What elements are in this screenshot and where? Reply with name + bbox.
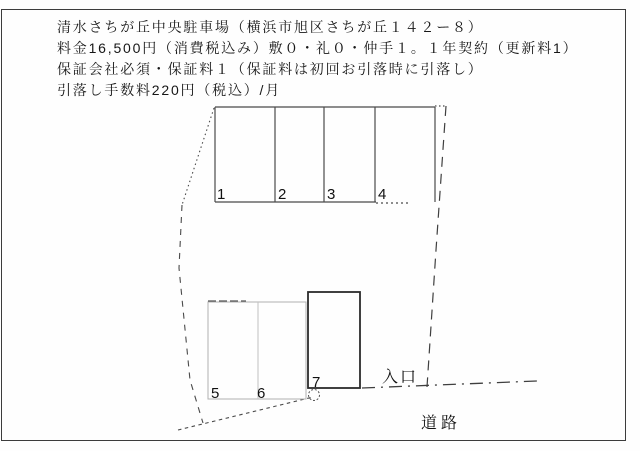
notice-line-title: 清水さちが丘中央駐車場（横浜市旭区さちが丘１４２ー８） bbox=[57, 19, 484, 35]
stall-number-7: 7 bbox=[312, 374, 321, 391]
entrance-marker-circle bbox=[309, 390, 320, 401]
road-label: 道路 bbox=[421, 415, 462, 432]
boundary-bottom bbox=[178, 397, 313, 430]
notice-line-handling-fee: 引落し手数料220円（税込）/月 bbox=[57, 82, 282, 98]
stall-number-1: 1 bbox=[217, 186, 226, 203]
stall-number-2: 2 bbox=[278, 186, 287, 203]
boundary-left-lower bbox=[179, 205, 203, 423]
boundary-left-upper bbox=[182, 108, 214, 205]
stall-number-3: 3 bbox=[327, 186, 336, 203]
notice-line-fee: 料金16,500円（消費税込み）敷０・礼０・仲手１。１年契約（更新料1） bbox=[57, 40, 579, 56]
boundary-right bbox=[427, 106, 446, 387]
stall-number-6: 6 bbox=[257, 385, 266, 402]
stall-number-4: 4 bbox=[378, 186, 387, 203]
entrance-label: 入口 bbox=[382, 369, 419, 386]
stall-number-5: 5 bbox=[211, 385, 220, 402]
notice-line-guarantee: 保証会社必須・保証料１（保証料は初回お引落時に引落し） bbox=[57, 61, 484, 77]
